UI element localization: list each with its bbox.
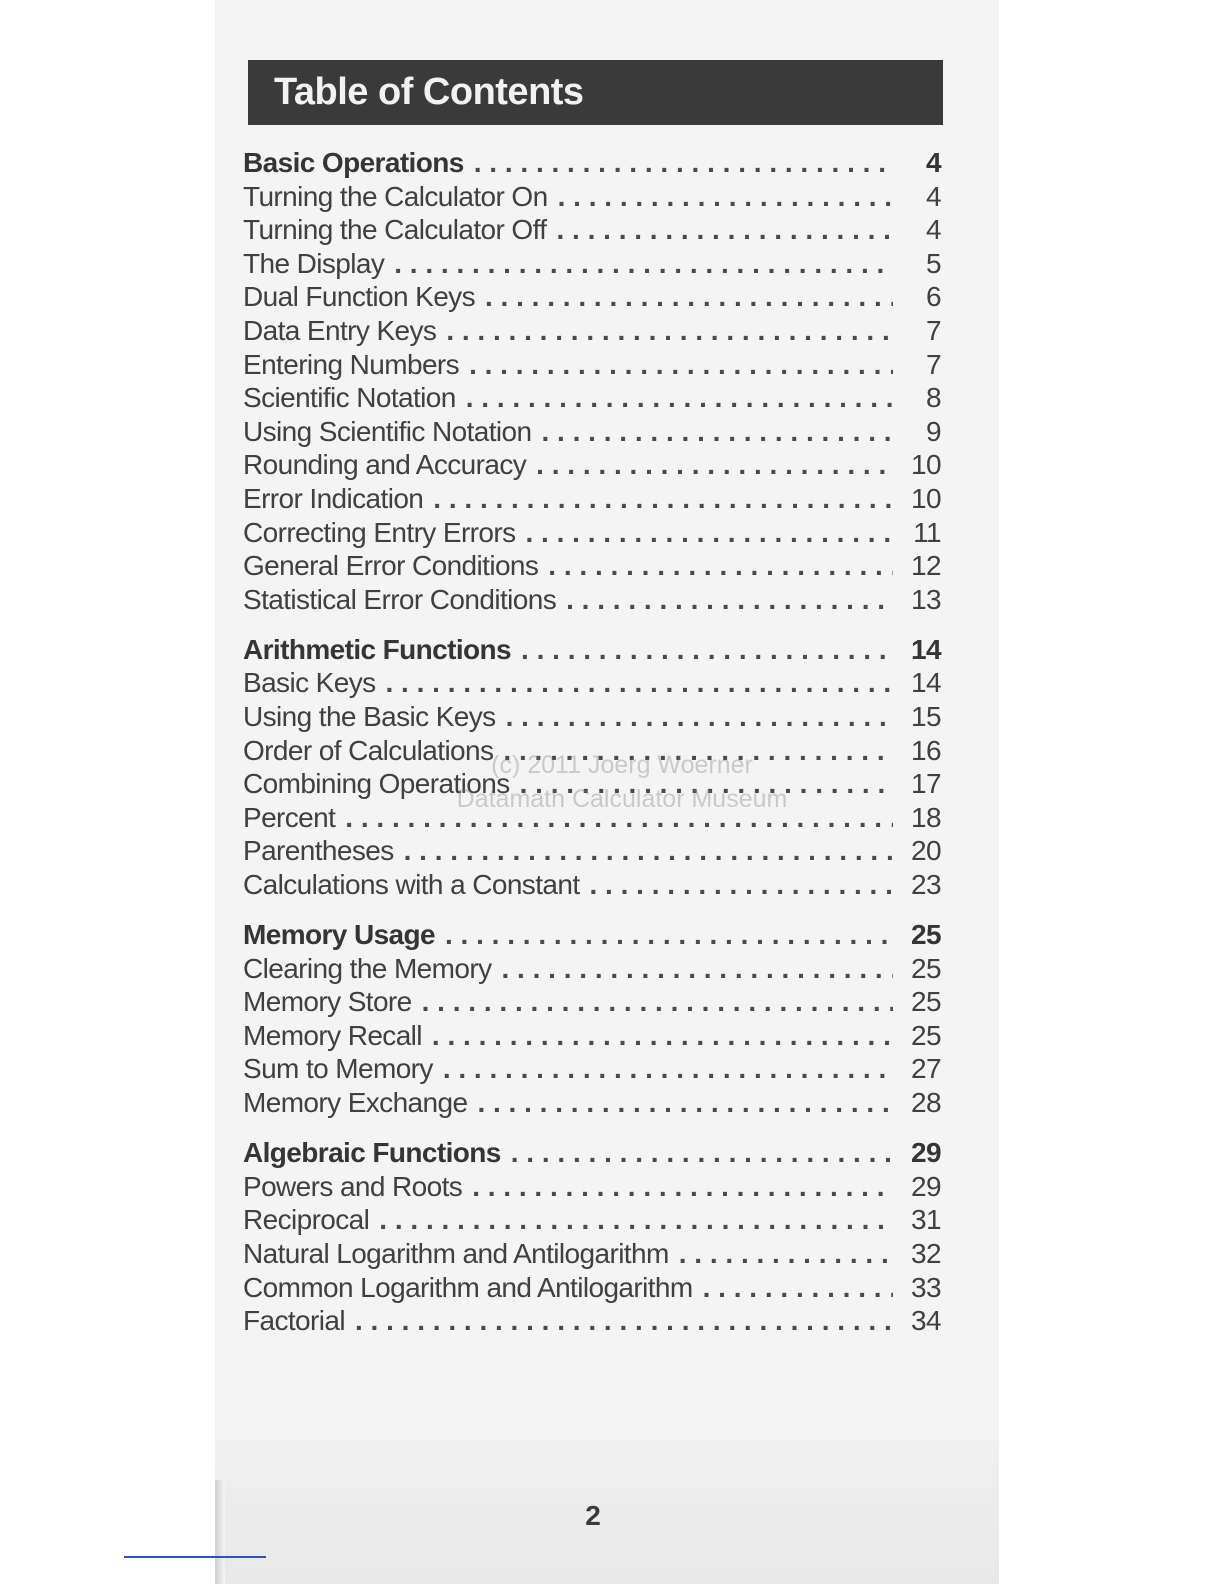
watermark (412, 748, 832, 816)
toc-entry-label: Calculations with a Constant (243, 868, 580, 900)
toc-entry-label: Memory Recall (243, 1019, 422, 1051)
toc-entry-page: 25 (911, 986, 941, 1018)
toc-entry (243, 314, 941, 348)
toc-entry-page: 29 (911, 1170, 941, 1202)
toc-entry (243, 834, 941, 868)
dot-leader (679, 1237, 893, 1271)
toc-entry-page: 28 (911, 1087, 941, 1119)
toc-entry (243, 868, 941, 902)
toc-entry (243, 1019, 941, 1053)
toc-section (243, 146, 941, 616)
title-banner (248, 60, 943, 125)
dot-leader (511, 1136, 893, 1170)
toc-entry-label: Error Indication (243, 482, 424, 514)
toc-entry-label: Memory Store (243, 986, 412, 1018)
dot-leader (548, 549, 893, 583)
dot-leader (590, 868, 894, 902)
toc-entry (243, 381, 941, 415)
page-left-edge (215, 1480, 225, 1584)
dot-leader (521, 633, 893, 667)
toc-entry-label: Algebraic Functions (243, 1137, 501, 1169)
dot-leader (477, 1086, 893, 1120)
toc-entry (243, 1086, 941, 1120)
toc-entry (243, 516, 941, 550)
dot-leader (379, 1203, 893, 1237)
toc-entry-label: Basic Operations (243, 147, 464, 178)
page-title: Table of Contents (274, 71, 584, 113)
toc-entry (243, 213, 941, 247)
toc-entry-label: Memory Exchange (243, 1087, 468, 1119)
toc-entry-page: 4 (926, 147, 941, 178)
toc-entry-page: 29 (911, 1137, 941, 1169)
toc-entry-label: Arithmetic Functions (243, 633, 512, 665)
edge-line (124, 1556, 266, 1558)
toc-entry-page: 5 (926, 247, 941, 279)
watermark-line-1: (c) 2011 Joerg Woerner (491, 751, 753, 779)
toc-entry (243, 700, 941, 734)
toc-entry-label: Dual Function Keys (243, 281, 475, 313)
toc-entry-label: Using Scientific Notation (243, 415, 532, 447)
dot-leader (404, 834, 893, 868)
dot-leader (566, 583, 893, 617)
dot-leader (443, 1052, 893, 1086)
toc-entry-page: 14 (911, 633, 941, 665)
toc-entry-page: 32 (911, 1237, 941, 1269)
toc-entry-page: 25 (911, 1019, 941, 1051)
toc-entry-page: 20 (911, 835, 941, 867)
dot-leader (386, 666, 894, 700)
toc-entry-page: 18 (911, 801, 941, 833)
toc-entry-label: Basic Keys (243, 667, 376, 699)
dot-leader (472, 1170, 893, 1204)
toc-entry-label: Parentheses (243, 835, 394, 867)
toc-entry-label: Statistical Error Conditions (243, 583, 557, 615)
toc-entry-page: 25 (911, 919, 941, 951)
toc-section (243, 918, 941, 1120)
toc-entry-page: 31 (911, 1204, 941, 1236)
toc-entry-label: Common Logarithm and Antilogarithm (243, 1271, 693, 1303)
toc-entry-label: Turning the Calculator On (243, 180, 548, 212)
dot-leader (556, 213, 893, 247)
dot-leader (446, 314, 893, 348)
toc-entry-page: 6 (926, 281, 941, 313)
toc-entry (243, 1237, 941, 1271)
toc-entry-page: 4 (926, 214, 941, 246)
toc-entry-label: Memory Usage (243, 919, 435, 951)
dot-leader (506, 700, 893, 734)
toc-entry-label: Percent (243, 801, 336, 833)
toc-entry (243, 666, 941, 700)
toc-entry-page: 10 (911, 449, 941, 481)
dot-leader (469, 348, 893, 382)
dot-leader (501, 952, 893, 986)
toc-entry-page: 4 (926, 180, 941, 212)
toc-entry-page: 13 (911, 583, 941, 615)
toc-entry-page: 8 (926, 382, 941, 414)
toc-section-heading (243, 633, 941, 667)
toc-entry (243, 1170, 941, 1204)
dot-leader (445, 918, 893, 952)
toc-entry-page: 12 (911, 550, 941, 582)
dot-leader (541, 415, 893, 449)
dot-leader (526, 516, 894, 550)
toc-entry-page: 27 (911, 1053, 941, 1085)
toc-entry (243, 1271, 941, 1305)
page-number: 2 (585, 1500, 601, 1531)
toc-entry (243, 415, 941, 449)
toc-section-heading (243, 1136, 941, 1170)
dot-leader (355, 1304, 893, 1338)
toc-section-heading (243, 146, 941, 180)
toc-entry-page: 23 (911, 868, 941, 900)
toc-entry-page: 7 (926, 314, 941, 346)
toc-entry-page: 15 (911, 701, 941, 732)
toc-entry-page: 25 (911, 952, 941, 984)
toc-entry-label: Powers and Roots (243, 1170, 463, 1202)
toc-entry-label: Scientific Notation (243, 382, 456, 414)
toc-entry (243, 482, 941, 516)
toc-entry (243, 247, 941, 281)
toc-entry-page: 9 (926, 415, 941, 447)
dot-leader (433, 482, 893, 516)
toc-entry-label: Rounding and Accuracy (243, 449, 527, 481)
toc-entry-label: Using the Basic Keys (243, 701, 496, 732)
toc-entry (243, 549, 941, 583)
toc-entry (243, 1052, 941, 1086)
toc-entry-label: The Display (243, 247, 385, 279)
toc-entry-page: 7 (926, 348, 941, 380)
toc-entry-label: Combining Operations (243, 768, 510, 800)
toc-entry-label: Factorial (243, 1305, 345, 1337)
toc-entry-label: Entering Numbers (243, 348, 460, 380)
dot-leader (703, 1271, 893, 1305)
toc-entry (243, 448, 941, 482)
toc-entry-page: 10 (911, 482, 941, 514)
toc-entry (243, 985, 941, 1019)
toc-entry-page: 14 (911, 667, 941, 699)
toc-entry-label: Data Entry Keys (243, 314, 437, 346)
toc-entry-page: 16 (911, 734, 941, 766)
watermark-line-2: Datamath Calculator Museum (456, 785, 788, 813)
dot-leader (558, 180, 893, 214)
toc-entry-label: Clearing the Memory (243, 952, 492, 984)
toc-entry-label: Correcting Entry Errors (243, 516, 516, 548)
toc-entry-page: 11 (913, 516, 941, 548)
dot-leader (466, 381, 893, 415)
toc-entry (243, 280, 941, 314)
toc-entry-label: Sum to Memory (243, 1053, 433, 1085)
toc-section (243, 1136, 941, 1338)
toc-section-heading (243, 918, 941, 952)
toc-entry-label: Order of Calculations (243, 734, 494, 766)
toc-entry (243, 348, 941, 382)
dot-leader (474, 146, 893, 180)
dot-leader (394, 247, 893, 281)
dot-leader (536, 448, 893, 482)
dot-leader (485, 280, 893, 314)
toc-entry-label: Natural Logarithm and Antilogarithm (243, 1237, 669, 1269)
toc-entry (243, 583, 941, 617)
toc-entry-label: Reciprocal (243, 1204, 370, 1236)
toc-entry-page: 17 (911, 768, 941, 800)
toc-entry (243, 952, 941, 986)
toc-entry-page: 33 (911, 1271, 941, 1303)
toc-entry (243, 1304, 941, 1338)
toc-entry-page: 34 (911, 1305, 941, 1337)
dot-leader (422, 985, 893, 1019)
toc-entry-label: Turning the Calculator Off (243, 214, 547, 246)
dot-leader (432, 1019, 893, 1053)
toc-entry (243, 1203, 941, 1237)
toc-entry-label: General Error Conditions (243, 550, 539, 582)
toc-entry (243, 180, 941, 214)
